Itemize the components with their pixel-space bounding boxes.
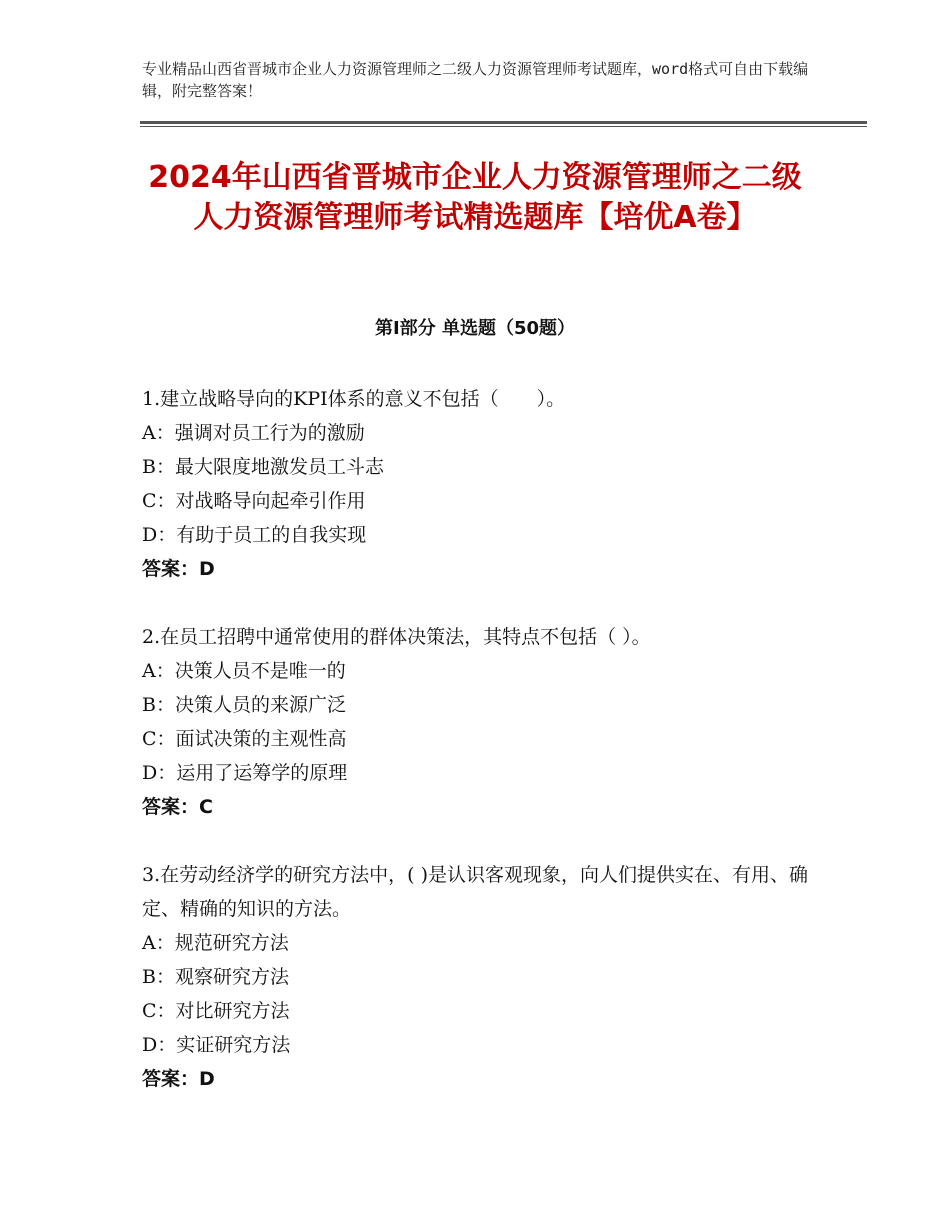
option-a: A：规范研究方法 <box>142 932 289 954</box>
header-note: 专业精品山西省晋城市企业人力资源管理师之二级人力资源管理师考试题库，word格式可自由下载编辑，附完整答案！ <box>142 60 809 100</box>
question-stem: 2.在员工招聘中通常使用的群体决策法，其特点不包括（ ）。 <box>142 626 651 648</box>
option-b: B：最大限度地激发员工斗志 <box>142 456 384 478</box>
section-title: 第Ⅰ部分 单选题（50题） <box>374 318 575 339</box>
option-c: C：面试决策的主观性高 <box>142 728 347 750</box>
option-d: D：实证研究方法 <box>142 1034 291 1056</box>
header-rule-thin <box>140 126 867 127</box>
answer: 答案：C <box>142 796 213 818</box>
question-3 <box>142 858 822 1096</box>
option-c: C：对比研究方法 <box>142 1000 290 1022</box>
option-b: B：决策人员的来源广泛 <box>142 694 346 716</box>
option-b: B：观察研究方法 <box>142 966 289 988</box>
option-d: D：有助于员工的自我实现 <box>142 524 367 546</box>
question-list <box>142 382 822 1130</box>
answer: 答案：D <box>142 1068 215 1090</box>
question-stem: 3.在劳动经济学的研究方法中，( )是认识客观现象，向人们提供实在、有用、确定、精确的知识的方法。 <box>142 864 808 920</box>
option-d: D：运用了运筹学的原理 <box>142 762 348 784</box>
option-a: A：决策人员不是唯一的 <box>142 660 346 682</box>
option-c: C：对战略导向起牵引作用 <box>142 490 366 512</box>
document-title: 2024年山西省晋城市企业人力资源管理师之二级人力资源管理师考试精选题库【培优A卷】 <box>148 160 802 235</box>
question-1 <box>142 382 822 586</box>
question-stem: 1.建立战略导向的KPI体系的意义不包括（ ）。 <box>142 388 566 410</box>
answer: 答案：D <box>142 558 215 580</box>
header-rule-thick <box>140 121 867 124</box>
question-2 <box>142 620 822 824</box>
option-a: A：强调对员工行为的激励 <box>142 422 365 444</box>
